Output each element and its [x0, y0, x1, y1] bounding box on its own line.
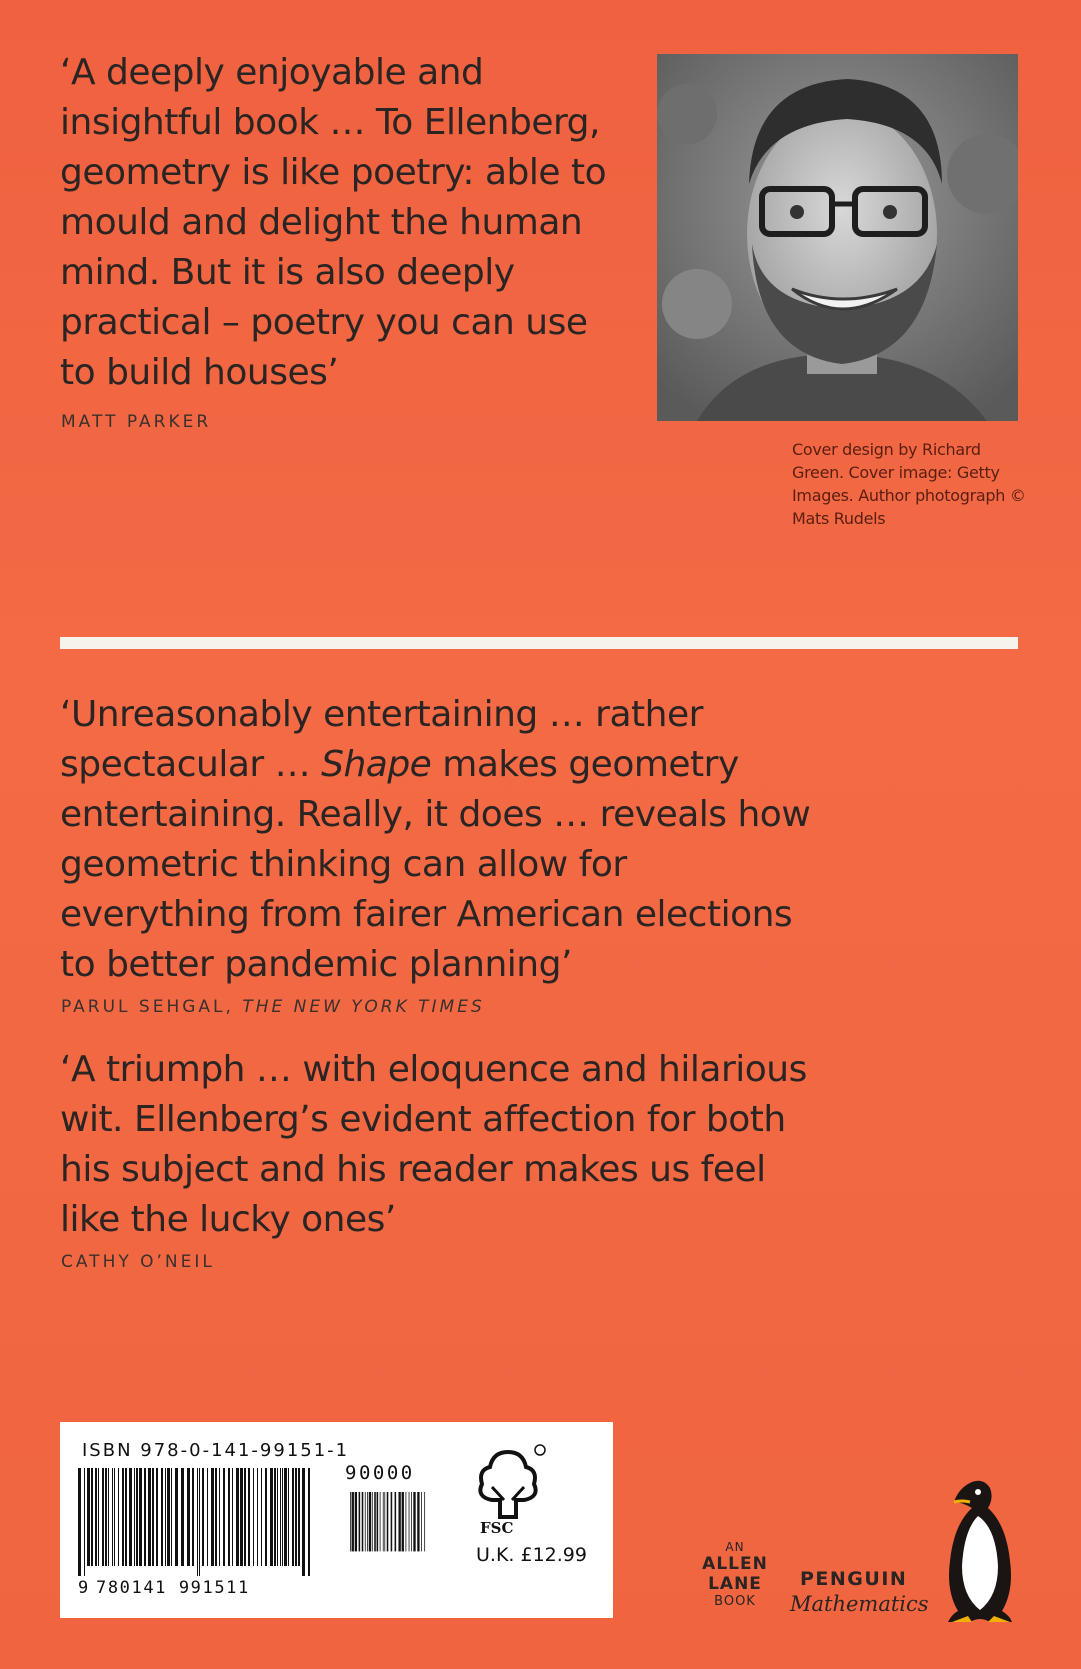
- attribution-name: PARUL SEHGAL,: [61, 997, 243, 1017]
- barcode-bar: [122, 1468, 124, 1566]
- imprint-lane: LANE: [708, 1574, 762, 1594]
- barcode-bar: [228, 1468, 230, 1566]
- barcode-bar: [377, 1492, 379, 1551]
- barcode-bar: [98, 1468, 99, 1566]
- barcode-bar: [236, 1468, 239, 1566]
- barcode-bar: [129, 1468, 132, 1566]
- quote-cathy-oneil: ‘A triumph … with eloquence and hilarious wit. Ellenberg’s evident affection for both his subject and his reader makes us feel like the lucky ones’: [60, 1049, 807, 1240]
- barcode-bar: [223, 1468, 225, 1566]
- barcode-bar: [265, 1468, 267, 1566]
- barcode-bar: [240, 1468, 243, 1566]
- barcode-bar: [102, 1468, 104, 1566]
- barcode-bar: [211, 1468, 214, 1566]
- barcode-bar: [257, 1468, 258, 1566]
- barcode-bar: [402, 1492, 404, 1551]
- barcode-bar: [417, 1492, 419, 1551]
- barcode-bar: [359, 1492, 361, 1551]
- barcode-bar: [84, 1468, 85, 1576]
- barcode-bar: [391, 1492, 393, 1551]
- barcode-bar: [270, 1468, 273, 1566]
- barcode-digits: 780141 991511: [96, 1578, 250, 1598]
- barcode-bar: [161, 1468, 163, 1566]
- barcode-bar: [372, 1492, 373, 1551]
- barcode-bar: [171, 1468, 172, 1566]
- barcode-bar: [118, 1468, 119, 1566]
- barcode-bar: [308, 1468, 310, 1576]
- isbn-label: ISBN 978-0-141-99151-1: [82, 1440, 350, 1461]
- penguin-logo-icon: [940, 1476, 1020, 1626]
- barcode-bar: [91, 1468, 93, 1566]
- barcode-bar: [197, 1468, 198, 1576]
- imprint-book: BOOK: [714, 1594, 756, 1609]
- barcode-bar: [192, 1468, 194, 1566]
- attribution-matt-parker: MATT PARKER: [61, 412, 212, 432]
- barcode-bar: [295, 1468, 297, 1566]
- barcode-bar: [288, 1468, 289, 1566]
- barcode-bar: [421, 1492, 422, 1551]
- addon-barcode: [338, 1492, 448, 1578]
- attribution-parul-sehgal: [61, 997, 485, 1017]
- cover-credits: Cover design by Richard Green. Cover image: Getty Images. Author photograph © Mats Rudels: [792, 440, 1026, 528]
- barcode-bar: [380, 1492, 381, 1551]
- barcode-bar: [144, 1468, 146, 1566]
- barcode-bar: [352, 1492, 354, 1551]
- barcode-bar: [365, 1492, 366, 1551]
- barcode-bar: [181, 1468, 184, 1566]
- barcode-bar: [355, 1492, 357, 1551]
- price: U.K. £12.99: [476, 1544, 587, 1566]
- barcode-bar: [284, 1468, 287, 1566]
- barcode-bar: [136, 1468, 138, 1566]
- barcode-bar: [411, 1492, 412, 1551]
- barcode-bar: [167, 1468, 170, 1566]
- barcode-bar: [232, 1468, 233, 1566]
- fsc-label: FSC: [480, 1519, 514, 1537]
- barcode-bar: [384, 1492, 385, 1551]
- barcode-bar: [187, 1468, 190, 1566]
- barcode-first-digit: 9: [78, 1578, 89, 1598]
- book-title-italic: Shape: [321, 744, 432, 785]
- barcode-bar: [387, 1492, 389, 1551]
- quote-text: ‘Unreasonably entertaining … rather spectacular …: [60, 694, 703, 785]
- barcode-bar: [369, 1492, 371, 1551]
- imprint-allen: ALLEN: [702, 1554, 768, 1574]
- barcode-bar: [112, 1468, 113, 1566]
- attribution-cathy-oneil: CATHY O’NEIL: [61, 1252, 215, 1272]
- attribution-publication: THE NEW YORK TIMES: [242, 997, 485, 1017]
- barcode-bar: [350, 1492, 351, 1551]
- barcode-bar: [87, 1468, 90, 1566]
- barcode-bar: [108, 1468, 109, 1566]
- series-name: Mathematics: [790, 1592, 929, 1616]
- barcode-bar: [253, 1468, 254, 1566]
- barcode-bar: [248, 1468, 250, 1566]
- barcode-bar: [175, 1468, 178, 1566]
- barcode-bar: [424, 1492, 425, 1551]
- imprint-an: AN: [725, 1540, 745, 1554]
- addon-digits: 90000: [345, 1462, 415, 1484]
- divider-rule: [60, 637, 1018, 649]
- quote-parul-sehgal: [60, 690, 820, 990]
- quote-text: makes geometry entertaining. Really, it does … reveals how geometric thinking can allow for everything from fairer American elections to better pandemic planning’: [60, 744, 811, 985]
- barcode-bar: [406, 1492, 407, 1551]
- barcode-bar: [207, 1468, 208, 1566]
- barcode-bar: [362, 1492, 364, 1551]
- barcode-bar: [398, 1492, 400, 1551]
- barcode-bar: [409, 1492, 410, 1551]
- barcode-bar: [383, 1492, 384, 1551]
- barcode-bar: [413, 1492, 415, 1551]
- barcode-bar: [219, 1468, 220, 1566]
- barcode-bar: [244, 1468, 246, 1566]
- barcode-bar: [277, 1468, 278, 1566]
- barcode-bar: [374, 1492, 376, 1551]
- allen-lane-imprint: [700, 1540, 770, 1610]
- barcode-bar: [139, 1468, 142, 1566]
- ean-barcode: [78, 1468, 318, 1578]
- barcode-bar: [156, 1468, 158, 1566]
- barcode-bar: [292, 1468, 294, 1566]
- barcode-bar: [78, 1468, 81, 1576]
- barcode-bar: [282, 1468, 283, 1566]
- barcode-bar: [165, 1468, 166, 1566]
- barcode-bar: [148, 1468, 151, 1566]
- barcode-bar: [134, 1468, 135, 1566]
- barcode-bar: [280, 1468, 281, 1566]
- barcode-bar: [215, 1468, 217, 1566]
- barcode-bar: [298, 1468, 300, 1566]
- author-photograph: [657, 54, 1018, 421]
- barcode-bar: [274, 1468, 276, 1566]
- barcode-bar: [395, 1492, 397, 1551]
- barcode-bar: [125, 1468, 127, 1566]
- barcode-bar: [202, 1468, 204, 1566]
- barcode-bar: [302, 1468, 305, 1576]
- barcode-bar: [105, 1468, 107, 1566]
- penguin-wordmark: PENGUIN: [800, 1568, 908, 1590]
- barcode-bar: [199, 1468, 200, 1576]
- quote-matt-parker: ‘A deeply enjoyable and insightful book … To Ellenberg, geometry is like poetry: able to mould and delight the human mind. But it is also deeply practical – poetry you can use to build houses’: [60, 52, 607, 393]
- fsc-tree-icon: [468, 1442, 548, 1530]
- barcode-bar: [367, 1492, 368, 1551]
- barcode-bar: [114, 1468, 115, 1566]
- barcode-bar: [152, 1468, 154, 1566]
- barcode-bar: [95, 1468, 97, 1566]
- barcode-panel: [60, 1422, 613, 1618]
- barcode-bar: [261, 1468, 262, 1566]
